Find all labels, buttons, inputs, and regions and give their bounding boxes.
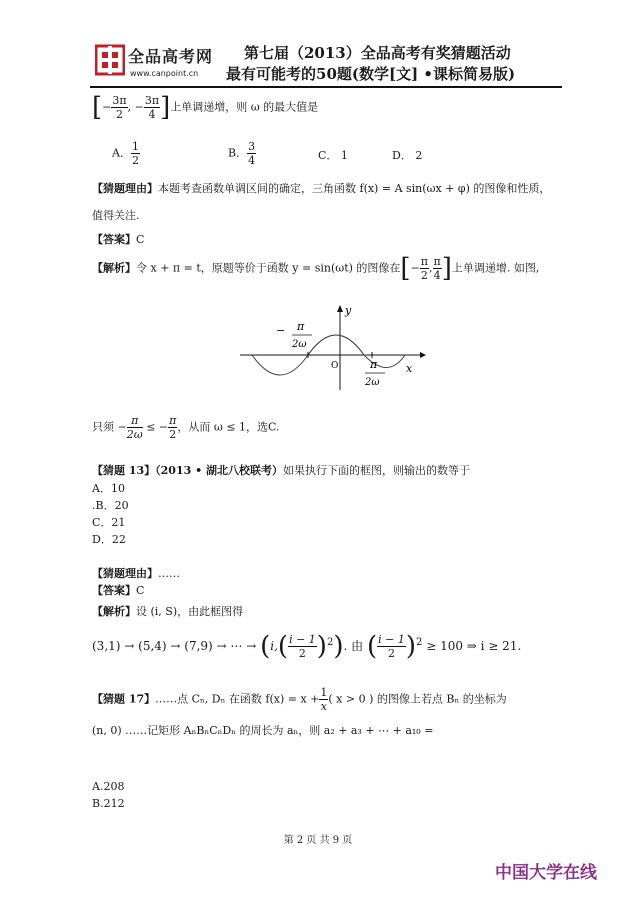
graph-origin: O: [331, 361, 339, 371]
q12-option-c: C． 1: [318, 149, 348, 162]
q13-title: 【猜题 13】（2013 • 湖北八校联考）如果执行下面的框图，则输出的数等于: [92, 464, 470, 477]
q12-conclusion: 只须 − $\frac{\pi}{2\omega}$ ≤ − $\frac{\pi}{2}$ ，从而 ω ≤ 1，选C.: [92, 414, 280, 441]
graph-y-label: y: [345, 304, 352, 317]
q12-option-b: B． $\frac{3}{4}$: [228, 140, 256, 167]
q17-stem: 【猜题 17】……点 Cₙ, Dₙ 在函数 f(x) = x + $\frac{1}{x}$ ( x > 0 ) 的图像上若点 Bₙ 的坐标为: [92, 686, 507, 713]
q13-reason: 【猜题理由】……: [92, 567, 180, 580]
header-title-line2: 最有可能考的50题(数学[文] •课标简易版): [226, 65, 516, 83]
q13-chain: (3,1) → (5,4) → (7,9) → ⋯ → (i,( $\frac{i - 1}{2}$ )$^2$). 由 ( $\frac{i - 1}{2}$ )$^2$ ≥ 100 ⇒ i ≥ 21.: [92, 631, 522, 662]
q13-option-c: C．21: [92, 516, 126, 529]
q13-option-a: A．10: [92, 482, 125, 495]
graph-right-den: 2ω: [365, 377, 380, 388]
page-footer: 第 2 页 共 9 页: [283, 835, 353, 846]
graph-y-arrow: [337, 305, 343, 312]
graph-curve: [308, 335, 405, 368]
q17-option-a: A.208: [92, 780, 125, 793]
canpoint-logo: [95, 44, 125, 76]
graph-x-arrow: [420, 352, 426, 358]
q12-reason: 【猜题理由】本题考查函数单调区间的确定，三角函数 f(x) = A sin(ωx + φ) 的图像和性质，: [92, 182, 551, 195]
graph-left-sign: −: [276, 324, 286, 337]
q12-answer: 【答案】C: [92, 233, 145, 246]
q12-option-d: D． 2: [392, 149, 423, 162]
brand-url: www.canpoint.cn: [130, 69, 199, 78]
q12-analysis: 【解析】令 x + π = t，原题等价于函数 y = sin(ωt) 的图像在[− $\frac{\pi}{2}$ , $\frac{\pi}{4}$ ]上单调递增. 如图,: [92, 253, 540, 284]
q12-reason-cont: 值得关注.: [92, 209, 140, 222]
q12-stem: [− $\frac{3\pi}{2}$ , − $\frac{3\pi}{4}$ ]上单调递增，则 ω 的最大值是: [92, 92, 319, 123]
q17-option-b: B.212: [92, 797, 125, 810]
brand-name: 全品高考网: [128, 47, 214, 66]
watermark: 中国大学在线: [495, 863, 597, 883]
q17-stem-cont: (n, 0) ……记矩形 AₙBₙCₙDₙ 的周长为 aₙ，则 a₂ + a₃ + ⋯ + a₁₀ =: [92, 724, 434, 737]
graph-right-num: π: [370, 358, 378, 371]
graph-x-label: x: [406, 362, 413, 375]
sine-graph: [240, 300, 430, 395]
q13-option-d: D．22: [92, 533, 126, 546]
q13-answer: 【答案】C: [92, 584, 145, 597]
q13-analysis: 【解析】设 (i, S)，由此框图得: [92, 605, 244, 618]
q13-option-b: .B．20: [92, 499, 129, 512]
graph-left-den: 2ω: [292, 339, 307, 350]
graph-left-num: π: [297, 320, 305, 333]
header-divider: [90, 86, 562, 88]
header-title-line1: 第七届（2013）全品高考有奖猜题活动: [244, 44, 511, 62]
q12-option-a: A． $\frac{1}{2}$: [112, 140, 139, 167]
